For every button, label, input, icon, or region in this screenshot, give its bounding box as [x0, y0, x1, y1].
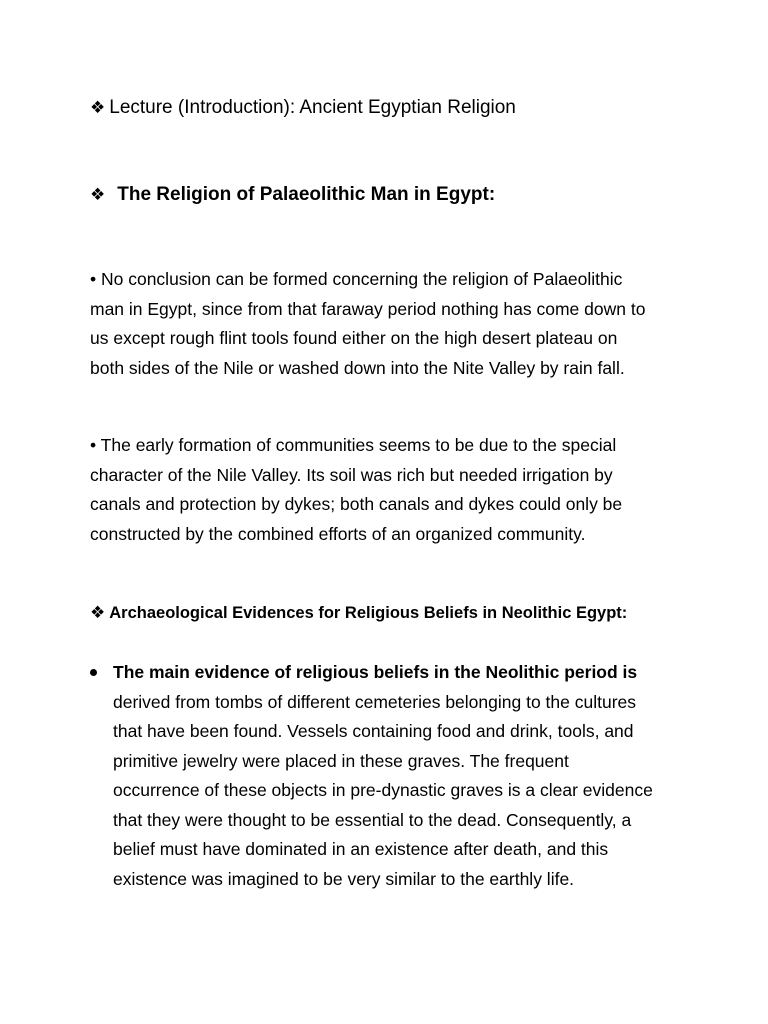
lecture-title [90, 94, 690, 122]
paragraph-line: • No conclusion can be formed concerning the religion of Palaeolithic [90, 269, 623, 289]
bullet-line: existence was imagined to be very similar to the earthly life. [113, 868, 575, 889]
bullet-line: that have been found. Vessels containing food and drink, tools, and [113, 721, 634, 741]
paragraph-line: constructed by the combined efforts of an organized community. [90, 523, 586, 544]
bullet-lead-line: The main evidence of religious beliefs in the Neolithic period is [113, 662, 638, 682]
paragraph-communities [90, 431, 690, 549]
bullet-line: derived from tombs of different cemeteries belonging to the cultures [113, 691, 637, 712]
paragraph-line: canals and protection by dykes; both canals and dykes could only be [90, 494, 623, 514]
paragraph-line: us except rough flint tools found either on the high desert plateau on [90, 328, 618, 348]
diamond-bullet-icon: ❖ [90, 185, 106, 205]
paragraph-line: both sides of the Nile or washed down into the Nite Valley by rain fall. [90, 357, 625, 378]
paragraph-line: man in Egypt, since from that faraway period nothing has come down to [90, 298, 646, 319]
bullet-text [113, 658, 690, 894]
section-heading-text: The Religion of Palaeolithic Man in Egypt: [117, 184, 496, 205]
diamond-bullet-icon: ❖ [90, 603, 106, 623]
section-heading-neolithic [90, 599, 690, 627]
diamond-bullet-icon: ❖ [90, 98, 106, 118]
section-heading-palaeolithic [90, 181, 690, 209]
bullet-line: that they were thought to be essential to the dead. Consequently, a [113, 809, 632, 830]
section-heading-text: Archaeological Evidences for Religious Beliefs in Neolithic Egypt: [109, 604, 628, 622]
lecture-title-text: Lecture (Introduction): Ancient Egyptian Religion [109, 97, 516, 118]
bullet-line: primitive jewelry were placed in these graves. The frequent [113, 750, 569, 771]
bullet-dot-icon [90, 669, 97, 676]
paragraph-line: character of the Nile Valley. Its soil was rich but needed irrigation by [90, 464, 613, 485]
bullet-line: belief must have dominated in an existence after death, and this [113, 839, 609, 859]
bullet-line: occurrence of these objects in pre-dynastic graves is a clear evidence [113, 780, 653, 800]
paragraph-palaeolithic-conclusion [90, 265, 690, 383]
paragraph-line: • The early formation of communities seems to be due to the special [90, 435, 617, 455]
